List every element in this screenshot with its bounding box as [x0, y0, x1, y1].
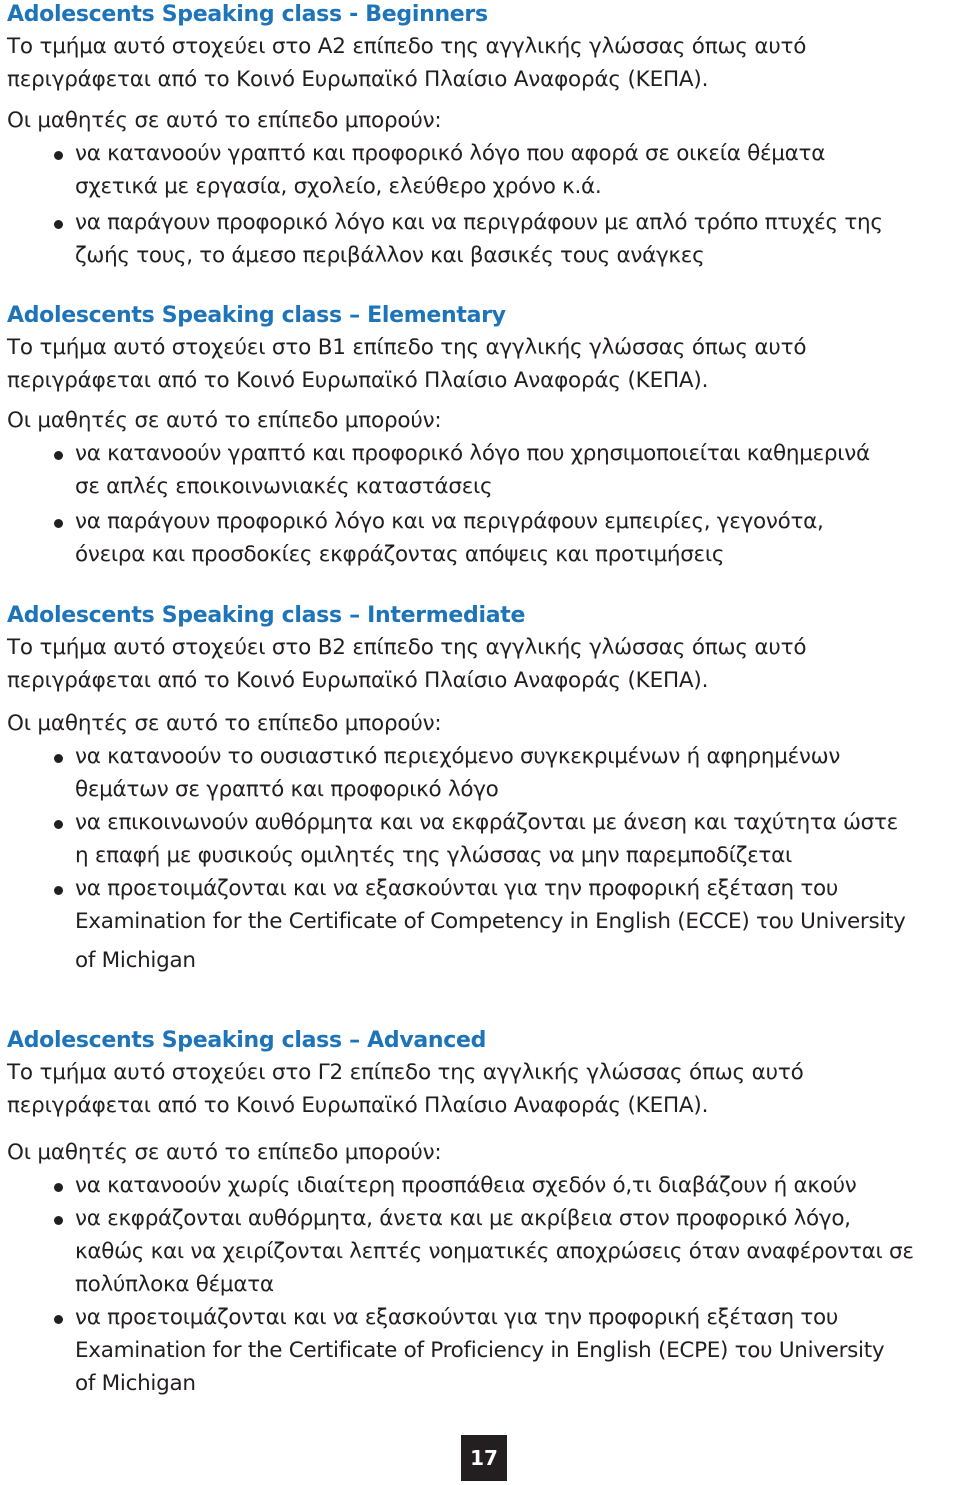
- list-item: να παράγουν προφορικό λόγο και να περιγράφουν εμπειρίες, γεγονότα, όνειρα και προσδοκίες εκφράζοντας απόψεις και προτιμήσεις: [7, 505, 870, 571]
- abilities-lead: Οι μαθητές σε αυτό το επίπεδο μπορούν:: [7, 408, 442, 433]
- abilities-list: [7, 1169, 914, 1400]
- section-intro: [7, 331, 870, 397]
- bullet-icon: [54, 886, 63, 895]
- intro-line: Το τμήμα αυτό στοχεύει στο Γ2 επίπεδο της αγγλικής γλώσσας όπως αυτό: [7, 1060, 804, 1085]
- intro-line: περιγράφεται από το Κοινό Ευρωπαϊκό Πλαίσιο Αναφοράς (ΚΕΠΑ).: [7, 368, 709, 393]
- section-title: Adolescents Speaking class - Beginners: [7, 2, 488, 27]
- intro-line: Το τμήμα αυτό στοχεύει στο Β1 επίπεδο της αγγλικής γλώσσας όπως αυτό: [7, 335, 807, 360]
- section-title: Adolescents Speaking class – Advanced: [7, 1028, 487, 1053]
- abilities-list: [7, 437, 870, 571]
- section-elementary: [7, 301, 870, 571]
- bullet-icon: [54, 820, 63, 829]
- section-intro: [7, 631, 906, 697]
- section-title: Adolescents Speaking class – Intermediate: [7, 603, 526, 628]
- abilities-list: [7, 137, 883, 272]
- bullet-icon: [54, 1216, 63, 1225]
- list-item: να παράγουν προφορικό λόγο και να περιγράφουν με απλό τρόπο πτυχές της ζωής τους, το άμεσο περιβάλλον και βασικές τους ανάγκες: [7, 206, 883, 272]
- bullet-icon: [54, 1315, 63, 1324]
- abilities-lead: Οι μαθητές σε αυτό το επίπεδο μπορούν:: [7, 711, 442, 736]
- bullet-icon: [54, 1183, 63, 1192]
- list-item: να κατανοούν γραπτό και προφορικό λόγο που χρησιμοποιείται καθημερινά σε απλές εποικοινωνιακές καταστάσεις: [7, 437, 870, 503]
- intro-line: περιγράφεται από το Κοινό Ευρωπαϊκό Πλαίσιο Αναφοράς (ΚΕΠΑ).: [7, 1093, 709, 1118]
- list-item: να προετοιμάζονται και να εξασκούνται για την προφορική εξέταση του Examination for the Certificate of Proficiency in English (ECPE) του University of Michigan: [7, 1301, 914, 1400]
- list-item: να κατανοούν το ουσιαστικό περιεχόμενο συγκεκριμένων ή αφηρημένων θεμάτων σε γραπτό και προφορικό λόγο: [7, 740, 906, 806]
- section-intro: [7, 30, 883, 96]
- list-item: να προετοιμάζονται και να εξασκούνται για την προφορική εξέταση του Examination for the Certificate of Competency in English (ECCE) του University of Michigan: [7, 872, 906, 977]
- section-beginners: [7, 0, 883, 272]
- bullet-icon: [54, 754, 63, 763]
- section-title: Adolescents Speaking class – Elementary: [7, 303, 506, 328]
- bullet-icon: [54, 220, 63, 229]
- section-advanced: [7, 1026, 914, 1400]
- bullet-icon: [54, 151, 63, 160]
- bullet-icon: [54, 451, 63, 460]
- intro-line: περιγράφεται από το Κοινό Ευρωπαϊκό Πλαίσιο Αναφοράς (ΚΕΠΑ).: [7, 67, 709, 92]
- intro-line: περιγράφεται από το Κοινό Ευρωπαϊκό Πλαίσιο Αναφοράς (ΚΕΠΑ).: [7, 668, 709, 693]
- list-item: να κατανοούν γραπτό και προφορικό λόγο που αφορά σε οικεία θέματα σχετικά με εργασία, σχολείο, ελεύθερο χρόνο κ.ά.: [7, 137, 883, 203]
- page-number: 17: [461, 1435, 507, 1481]
- section-intro: [7, 1056, 914, 1122]
- list-item: να κατανοούν χωρίς ιδιαίτερη προσπάθεια σχεδόν ό,τι διαβάζουν ή ακούν: [7, 1169, 914, 1202]
- abilities-lead: Οι μαθητές σε αυτό το επίπεδο μπορούν:: [7, 108, 442, 133]
- intro-line: Το τμήμα αυτό στοχεύει στο Β2 επίπεδο της αγγλικής γλώσσας όπως αυτό: [7, 635, 807, 660]
- bullet-icon: [54, 519, 63, 528]
- abilities-lead: Οι μαθητές σε αυτό το επίπεδο μπορούν:: [7, 1140, 442, 1165]
- list-item: να εκφράζονται αυθόρμητα, άνετα και με ακρίβεια στον προφορικό λόγο, καθώς και να χειρίζονται λεπτές νοηματικές αποχρώσεις όταν αναφέρονται σε πολύπλοκα θέματα: [7, 1202, 914, 1301]
- list-item: να επικοινωνούν αυθόρμητα και να εκφράζονται με άνεση και ταχύτητα ώστε η επαφή με φυσικούς ομιλητές της γλώσσας να μην παρεμποδίζεται: [7, 806, 906, 872]
- section-intermediate: [7, 601, 906, 977]
- intro-line: Το τμήμα αυτό στοχεύει στο Α2 επίπεδο της αγγλικής γλώσσας όπως αυτό: [7, 34, 807, 59]
- abilities-list: [7, 740, 906, 977]
